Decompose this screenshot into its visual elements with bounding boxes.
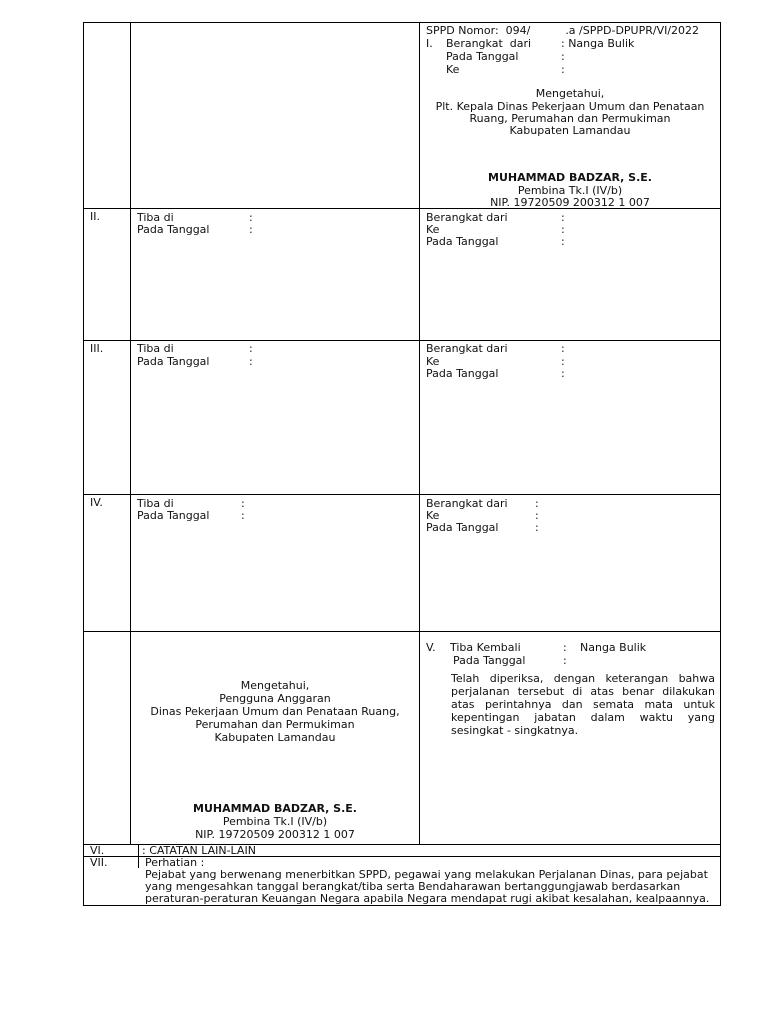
numeral-iv: IV. bbox=[90, 496, 103, 509]
table-border-left bbox=[83, 22, 84, 906]
pada-tanggal-label: Pada Tanggal bbox=[426, 521, 499, 534]
colon: : bbox=[561, 342, 565, 355]
pada-tanggal-label: Pada Tanggal bbox=[137, 509, 210, 522]
center-column-divider bbox=[419, 22, 420, 844]
statement-line: kepentingan jabatan dalam waktu yang bbox=[451, 711, 715, 724]
berangkat-dari-label: Berangkat dari bbox=[426, 497, 508, 510]
signer-rank: Pembina Tk.I (IV/b) bbox=[517, 184, 623, 197]
signer-nip: NIP. 19720509 200312 1 007 bbox=[490, 196, 650, 209]
ke-label: Ke bbox=[426, 509, 440, 522]
colon: : bbox=[535, 521, 539, 534]
colon: : bbox=[535, 497, 539, 510]
pada-tanggal-label: Pada Tanggal bbox=[137, 355, 210, 368]
signer-name: MUHAMMAD BADZAR, S.E. bbox=[193, 802, 357, 815]
colon: : bbox=[249, 355, 253, 368]
pada-tanggal-label: Pada Tanggal bbox=[453, 654, 526, 667]
colon: : bbox=[561, 355, 565, 368]
table-border-right bbox=[720, 22, 721, 906]
colon: : bbox=[561, 211, 565, 224]
catatan-lain-lain: : CATATAN LAIN-LAIN bbox=[142, 844, 256, 857]
perhatian-line: Pejabat yang berwenang menerbitkan SPPD, pegawai yang melakukan Perjalanan Dinas, para pejabat bbox=[145, 868, 708, 881]
berangkat-dari-label: Berangkat dari bbox=[426, 342, 508, 355]
berangkat-dari-label: Berangkat dari bbox=[446, 37, 532, 50]
tiba-di-label: Tiba di bbox=[137, 211, 174, 224]
pengguna-line: Perumahan dan Permukiman bbox=[195, 718, 355, 731]
pada-tanggal-label: Pada Tanggal bbox=[446, 50, 519, 63]
table-border-top bbox=[83, 22, 721, 23]
numeral-vi: VI. bbox=[90, 844, 105, 857]
pada-tanggal-label: Pada Tanggal bbox=[137, 223, 210, 236]
pengguna-line: Dinas Pekerjaan Umum dan Penataan Ruang, bbox=[150, 705, 400, 718]
colon: : bbox=[561, 223, 565, 236]
row-divider-4 bbox=[83, 631, 721, 632]
colon: : bbox=[561, 235, 565, 248]
numeral-v: V. bbox=[426, 641, 436, 654]
colon: : bbox=[249, 223, 253, 236]
pada-tanggal-label: Pada Tanggal bbox=[426, 235, 499, 248]
ke-label: Ke bbox=[446, 63, 460, 76]
office-line: Plt. Kepala Dinas Pekerjaan Umum dan Penataan bbox=[435, 100, 705, 113]
tiba-di-label: Tiba di bbox=[137, 497, 174, 510]
colon: : bbox=[535, 509, 539, 522]
sppd-number: SPPD Nomor: 094/ .a /SPPD-DPUPR/VI/2022 bbox=[426, 24, 700, 37]
pada-tanggal-label: Pada Tanggal bbox=[426, 367, 499, 380]
office-line: Ruang, Perumahan dan Permukiman bbox=[469, 112, 671, 125]
ke-label: Ke bbox=[426, 223, 440, 236]
numeral-iii: III. bbox=[90, 342, 104, 355]
tiba-kembali-value: Nanga Bulik bbox=[580, 641, 647, 654]
numeral-i: I. bbox=[426, 37, 433, 50]
statement-line: Telah diperiksa, dengan keterangan bahwa bbox=[451, 672, 715, 685]
berangkat-dari-value: : Nanga Bulik bbox=[561, 37, 635, 50]
colon: : bbox=[561, 63, 565, 76]
signer-nip: NIP. 19720509 200312 1 007 bbox=[195, 828, 355, 841]
signer-rank: Pembina Tk.I (IV/b) bbox=[222, 815, 328, 828]
mengetahui-heading: Mengetahui, bbox=[535, 87, 605, 100]
perhatian-line: peraturan-peraturan Keuangan Negara apabila Negara mendapat rugi akibat kesalahan, kealpaannya. bbox=[145, 892, 710, 905]
colon: : bbox=[561, 367, 565, 380]
colon: : bbox=[561, 50, 565, 63]
pengguna-line: Kabupaten Lamandau bbox=[214, 731, 336, 744]
perhatian-heading: Perhatian : bbox=[145, 856, 205, 869]
statement-line: perjalanan tersebut di atas benar dilakukan bbox=[451, 685, 715, 698]
table-border-bottom bbox=[83, 905, 721, 906]
colon: : bbox=[241, 509, 245, 522]
office-line: Kabupaten Lamandau bbox=[509, 124, 631, 137]
ke-label: Ke bbox=[426, 355, 440, 368]
berangkat-dari-label: Berangkat dari bbox=[426, 211, 508, 224]
pengguna-line: Pengguna Anggaran bbox=[219, 692, 331, 705]
mengetahui-heading: Mengetahui, bbox=[240, 679, 310, 692]
colon: : bbox=[563, 641, 567, 654]
colon: : bbox=[249, 342, 253, 355]
row-divider-3 bbox=[83, 494, 721, 495]
numeral-vii: VII. bbox=[90, 856, 108, 869]
row-divider-2 bbox=[83, 340, 721, 341]
tiba-kembali-label: Tiba Kembali bbox=[450, 641, 521, 654]
colon: : bbox=[249, 211, 253, 224]
verification-statement bbox=[451, 672, 715, 737]
statement-line: atas perintahnya dan semata mata untuk bbox=[451, 698, 715, 711]
numeral-ii: II. bbox=[90, 210, 100, 223]
perhatian-line: yang mengesahkan tanggal berangkat/tiba serta Bendaharawan bertanggungjawab berdasarkan bbox=[145, 880, 681, 893]
colon: : bbox=[241, 497, 245, 510]
statement-line: sesingkat - singkatnya. bbox=[451, 724, 579, 737]
colon: : bbox=[563, 654, 567, 667]
signer-name: MUHAMMAD BADZAR, S.E. bbox=[488, 171, 652, 184]
tiba-di-label: Tiba di bbox=[137, 342, 174, 355]
